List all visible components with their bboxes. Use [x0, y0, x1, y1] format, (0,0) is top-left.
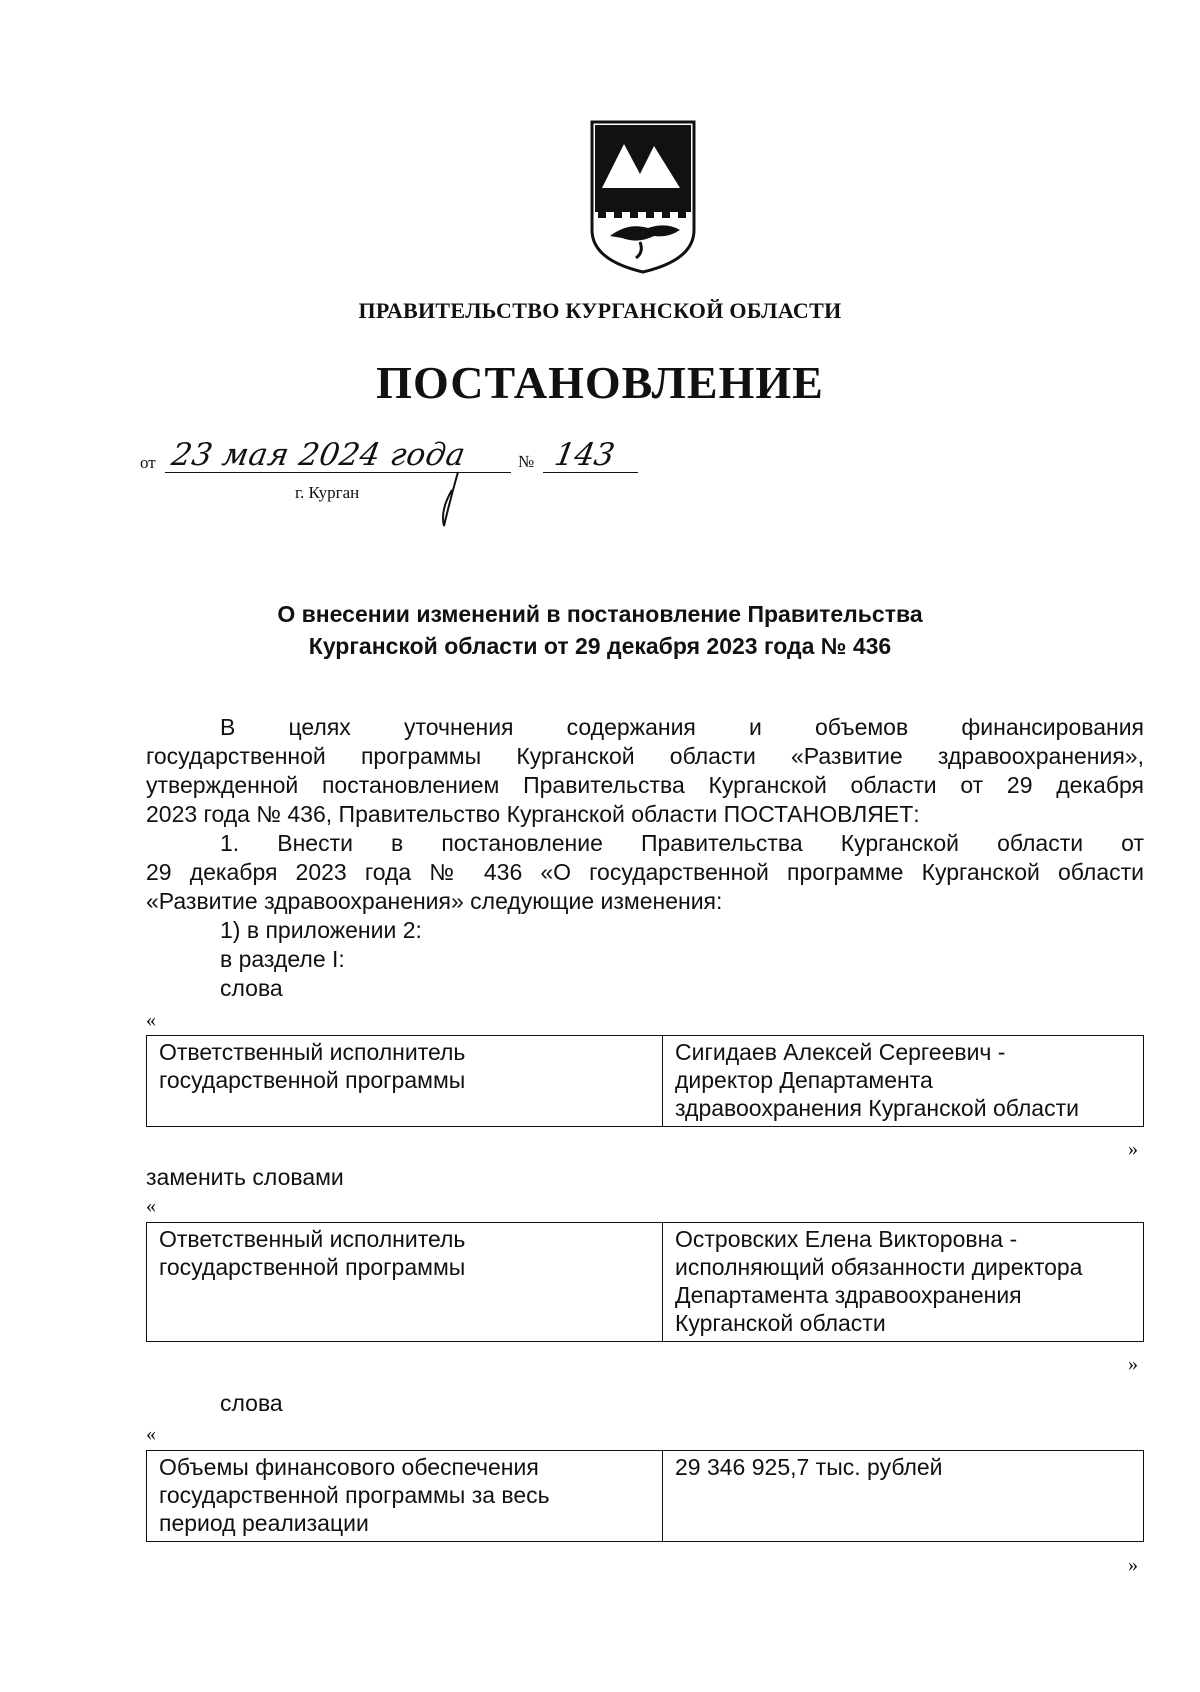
coat-of-arms-emblem — [588, 118, 698, 274]
cell-line: 29 346 925,7 тыс. рублей — [675, 1454, 943, 1480]
replace-label: заменить словами — [146, 1164, 344, 1190]
open-quote: « — [146, 1195, 156, 1217]
cell-line: Ответственный исполнитель — [159, 1039, 466, 1065]
close-quote: » — [1128, 1554, 1138, 1576]
document-subject — [0, 598, 1200, 662]
cell-line: государственной программы — [159, 1254, 466, 1280]
table-row — [147, 1451, 1144, 1542]
cell-line: Курганской области — [675, 1310, 886, 1336]
old-executor-table — [146, 1035, 1144, 1127]
government-name: ПРАВИТЕЛЬСТВО КУРГАНСКОЙ ОБЛАСТИ — [358, 298, 842, 323]
close-quote: » — [1128, 1138, 1138, 1160]
table-cell — [663, 1223, 1144, 1342]
number-underline — [543, 472, 638, 473]
cell-line: Объемы финансового обеспечения — [159, 1454, 539, 1480]
cell-line: Ответственный исполнитель — [159, 1226, 466, 1252]
body-line: 29 декабря 2023 года № 436 «О государственной программе Курганской области — [146, 859, 1144, 885]
table-cell — [147, 1223, 663, 1342]
table-cell — [663, 1036, 1144, 1127]
table-row — [147, 1036, 1144, 1127]
body-line: 1. Внести в постановление Правительства Курганской области от — [220, 830, 1144, 856]
cell-line: Департамента здравоохранения — [675, 1282, 1022, 1308]
body-line: «Развитие здравоохранения» следующие изменения: — [146, 888, 723, 914]
handwritten-flourish — [430, 470, 470, 530]
cell-line: Островских Елена Викторовна - — [675, 1226, 1018, 1252]
subject-line: О внесении изменений в постановление Правительства — [277, 601, 923, 627]
subject-line: Курганской области от 29 декабря 2023 года № 436 — [308, 633, 892, 659]
number-prefix: № — [518, 452, 535, 471]
table-cell — [147, 1451, 663, 1542]
cell-line: директор Департамента — [675, 1067, 933, 1093]
words-label: слова — [220, 1390, 283, 1416]
financing-table — [146, 1450, 1144, 1542]
handwritten-date: 23 мая 2024 года — [168, 437, 469, 473]
body-line: государственной программы Курганской области «Развитие здравоохранения», — [146, 743, 1144, 769]
body-line: утвержденной постановлением Правительства Курганской области от 29 декабря — [146, 772, 1144, 798]
section-ref: в разделе I: — [220, 946, 345, 972]
new-executor-table — [146, 1222, 1144, 1342]
body-line: В целях уточнения содержания и объемов финансирования — [220, 714, 1144, 740]
date-prefix: от — [140, 453, 156, 472]
city-label: г. Курган — [295, 483, 360, 502]
cell-line: государственной программы за весь — [159, 1482, 550, 1508]
open-quote: « — [146, 1009, 156, 1031]
open-quote: « — [146, 1423, 156, 1445]
table-row — [147, 1223, 1144, 1342]
cell-line: здравоохранения Курганской области — [675, 1095, 1079, 1121]
body-line: 2023 года № 436, Правительство Курганской области ПОСТАНОВЛЯЕТ: — [146, 801, 920, 827]
cell-line: Сигидаев Алексей Сергеевич - — [675, 1039, 1006, 1065]
close-quote: » — [1128, 1353, 1138, 1375]
document-type-title: ПОСТАНОВЛЕНИЕ — [376, 357, 824, 408]
table-cell — [663, 1451, 1144, 1542]
cell-line: исполняющий обязанности директора — [675, 1254, 1083, 1280]
cell-line: период реализации — [159, 1510, 369, 1536]
cell-line: государственной программы — [159, 1067, 466, 1093]
table-cell — [147, 1036, 663, 1127]
words-label: слова — [220, 975, 283, 1001]
handwritten-number: 143 — [551, 437, 618, 473]
sub-item: 1) в приложении 2: — [220, 917, 422, 943]
